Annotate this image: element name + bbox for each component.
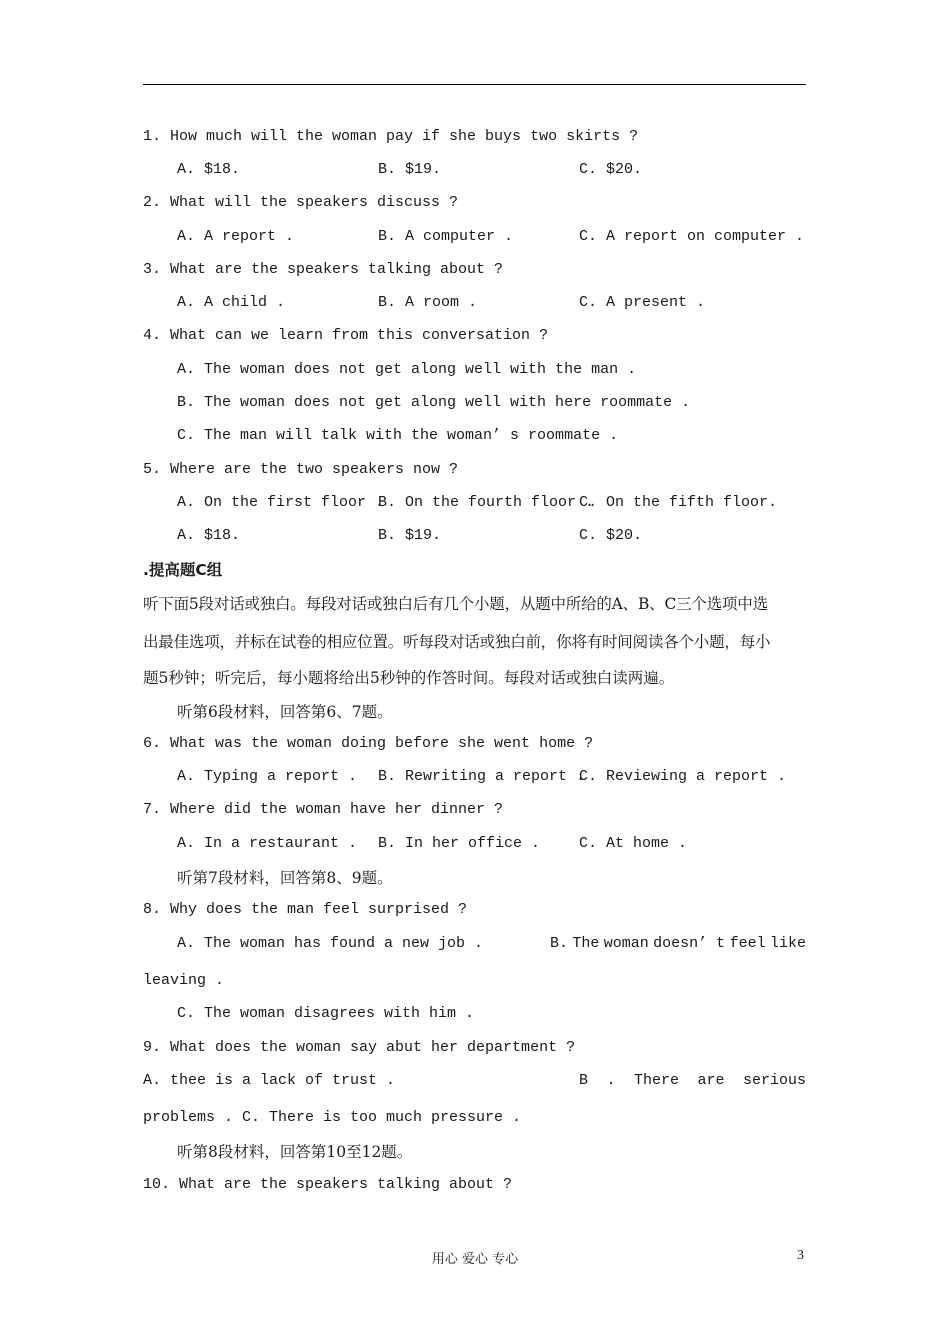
question-5-option-c-repeat: C. $20. — [579, 527, 643, 544]
question-9-option-b — [579, 1071, 806, 1091]
q8-b-word: The — [572, 935, 600, 952]
question-8-stem: 8. Why does the man feel surprised ? — [143, 901, 468, 918]
question-6-stem: 6. What was the woman doing before she went home ? — [143, 735, 594, 752]
page-footer: 用心 爱心 专心 — [431, 1252, 519, 1267]
question-2-option-a: A. A report . — [177, 228, 295, 245]
instructions-line-3: 题5秒钟；听完后，每小题将给出5秒钟的作答时间。每段对话或独白读两遍。 — [143, 669, 675, 687]
q9-b-word: B — [579, 1072, 589, 1089]
question-7-option-c: C. At home . — [579, 835, 688, 852]
question-3-option-b: B. A room . — [378, 294, 478, 311]
q8-b-word: B. — [550, 935, 569, 952]
question-3-option-c: C. A present . — [579, 294, 706, 311]
page-number: 3 — [797, 1248, 804, 1263]
question-9-option-b-continued: problems . C. There is too much pressure . — [143, 1109, 522, 1126]
question-7-option-a: A. In a restaurant . — [177, 835, 358, 852]
question-1-option-a: A. $18. — [177, 161, 241, 178]
q8-b-word: woman — [603, 935, 649, 952]
question-2-stem: 2. What will the speakers discuss ? — [143, 194, 459, 211]
question-7-option-b: B. In her office . — [378, 835, 541, 852]
question-9-option-a: A. thee is a lack of trust . — [143, 1072, 396, 1089]
question-5-stem: 5. Where are the two speakers now ? — [143, 461, 459, 478]
question-6-option-b: B. Rewriting a report . — [378, 768, 586, 785]
question-4-option-c: C. The man will talk with the woman’ s roommate . — [177, 427, 619, 444]
question-9-stem: 9. What does the woman say abut her department ? — [143, 1039, 576, 1056]
question-8-option-b-continued: leaving . — [143, 972, 225, 989]
q8-b-word: doesn’ t — [653, 935, 726, 952]
question-6-option-c: C. Reviewing a report . — [579, 768, 787, 785]
header-rule — [143, 84, 806, 85]
question-4-option-a: A. The woman does not get along well with the man . — [177, 361, 637, 378]
question-1-option-b: B. $19. — [378, 161, 442, 178]
question-10-stem: 10. What are the speakers talking about ? — [143, 1176, 513, 1193]
q8-b-word: like — [769, 935, 806, 952]
question-4-option-b: B. The woman does not get along well with here roommate . — [177, 394, 691, 411]
q8-b-word: feel — [729, 935, 766, 952]
question-1-option-c: C. $20. — [579, 161, 643, 178]
q9-b-word: serious — [742, 1072, 806, 1089]
instructions-line-2: 出最佳选项，并标在试卷的相应位置。听每段对话或独白前，你将有时间阅读各个小题，每小 — [143, 633, 771, 651]
section-heading: .提高题C组 — [143, 561, 223, 579]
question-5-option-b-repeat: B. $19. — [378, 527, 442, 544]
question-3-stem: 3. What are the speakers talking about ? — [143, 261, 504, 278]
question-5-option-a: A. On the first floor . — [177, 494, 385, 511]
part-6-instruction: 听第6段材料，回答第6、7题。 — [177, 703, 393, 721]
q9-b-word: There — [633, 1072, 679, 1089]
part-8-instruction: 听第8段材料，回答第10至12题。 — [177, 1143, 413, 1161]
question-6-option-a: A. Typing a report . — [177, 768, 358, 785]
q9-b-word: . — [606, 1072, 616, 1089]
question-4-stem: 4. What can we learn from this conversation ? — [143, 327, 549, 344]
question-8-option-a: A. The woman has found a new job . — [177, 935, 484, 952]
question-5-option-a-repeat: A. $18. — [177, 527, 241, 544]
part-7-instruction: 听第7段材料，回答第8、9题。 — [177, 869, 393, 887]
question-2-option-b: B. A computer . — [378, 228, 514, 245]
question-7-stem: 7. Where did the woman have her dinner ? — [143, 801, 504, 818]
instructions-line-1: 听下面5段对话或独白。每段对话或独白后有几个小题，从题中所给的A、B、C三个选项中选 — [143, 595, 768, 613]
question-2-option-c: C. A report on computer . — [579, 228, 805, 245]
question-3-option-a: A. A child . — [177, 294, 286, 311]
question-8-option-b — [550, 934, 806, 954]
q9-b-word: are — [697, 1072, 725, 1089]
question-5-option-c: C. On the fifth floor. — [579, 494, 778, 511]
question-1-stem: 1. How much will the woman pay if she buys two skirts ? — [143, 128, 639, 145]
question-8-option-c: C. The woman disagrees with him . — [177, 1005, 475, 1022]
question-5-option-b: B. On the fourth floor . — [378, 494, 595, 511]
